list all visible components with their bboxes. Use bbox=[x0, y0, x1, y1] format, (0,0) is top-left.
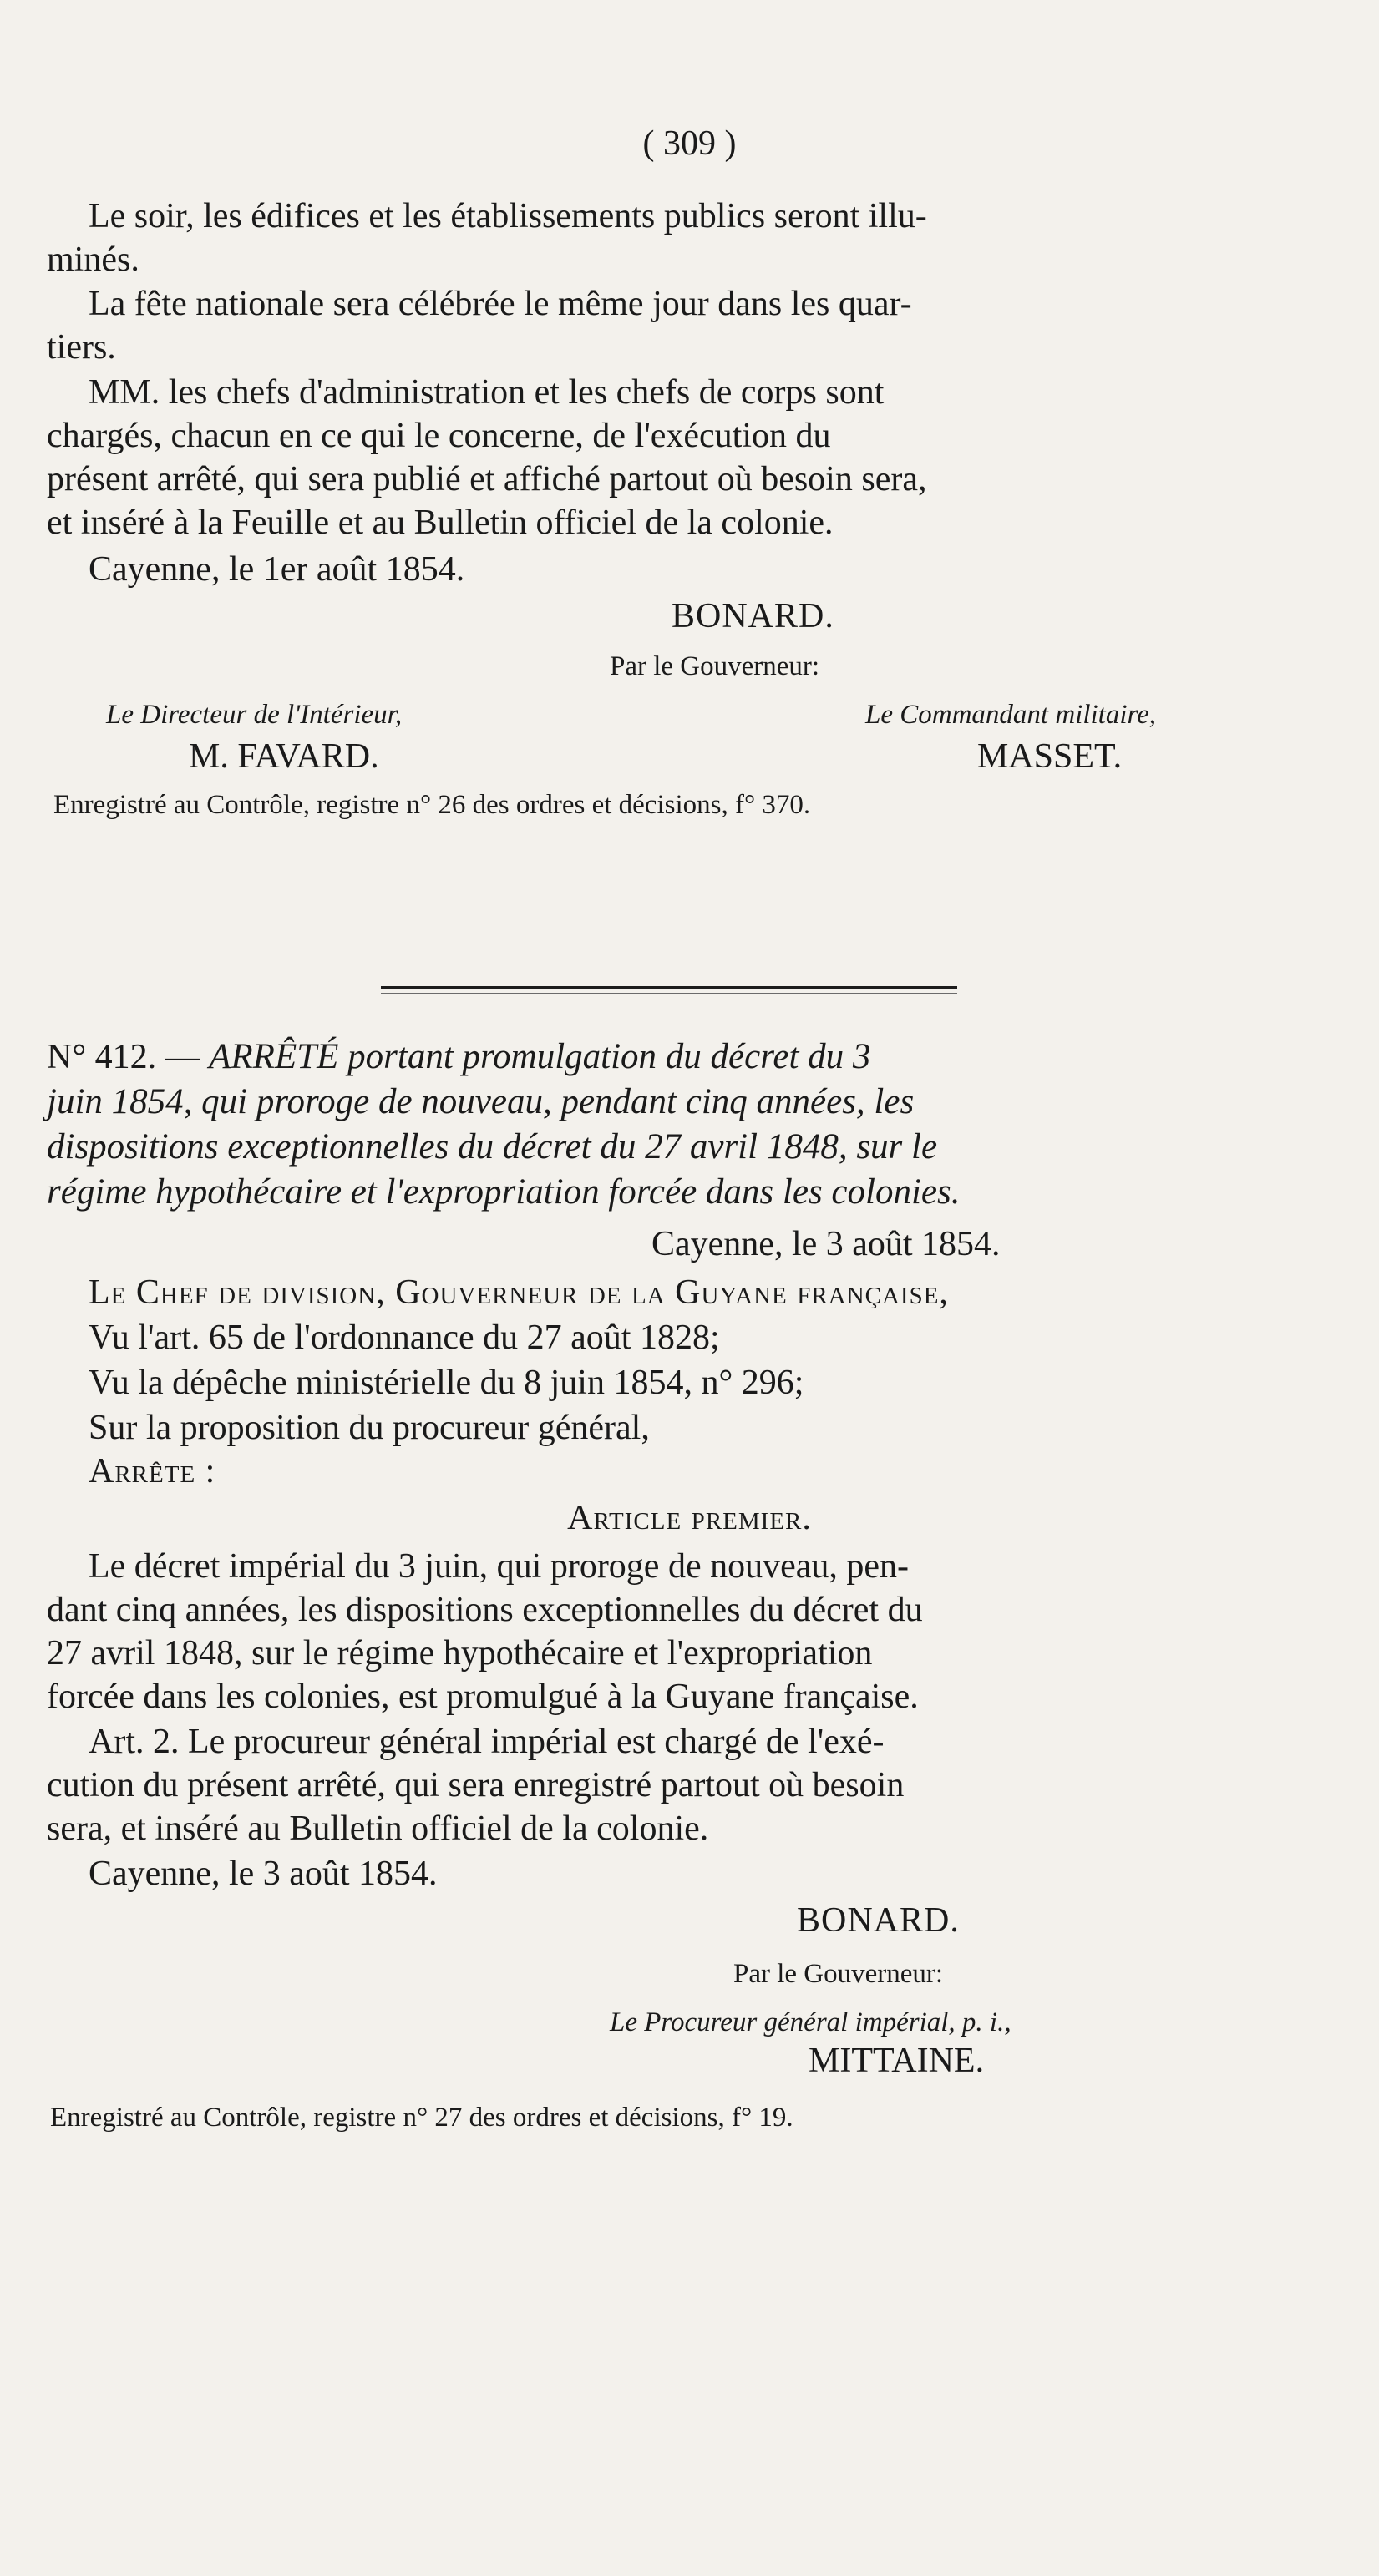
countersign-name: MITTAINE. bbox=[809, 2042, 985, 2080]
decree-heading-line: dispositions exceptionnelles du décret du 27 avril 1848, sur le bbox=[47, 1127, 938, 1167]
decree-heading-title: ARRÊTÉ portant promulgation du décret du 3 bbox=[209, 1037, 871, 1076]
article-heading: Article premier. bbox=[567, 1499, 812, 1537]
article-two-line: Art. 2. Le procureur général impérial est chargé de l'exé- bbox=[89, 1723, 885, 1761]
countersign-name-right: MASSET. bbox=[977, 737, 1123, 776]
considerant-line: Vu la dépêche ministérielle du 8 juin 1854, n° 296; bbox=[89, 1364, 804, 1402]
arrete-label: Arrête : bbox=[89, 1452, 216, 1490]
proposition-line: Sur la proposition du procureur général, bbox=[89, 1409, 650, 1447]
paragraph-illumination-line: Le soir, les édifices et les établissements publics seront illu- bbox=[89, 197, 927, 235]
date-line: Cayenne, le 1er août 1854. bbox=[89, 550, 465, 589]
countersign-name-left: M. FAVARD. bbox=[189, 737, 379, 776]
countersign-title-right: Le Commandant militaire, bbox=[865, 700, 1157, 730]
countersign-title bbox=[610, 2001, 1011, 2044]
decree-heading-line: régime hypothécaire et l'expropriation forcée dans les colonies. bbox=[47, 1172, 961, 1212]
considerant-line: Vu l'art. 65 de l'ordonnance du 27 août 1828; bbox=[89, 1318, 720, 1357]
section-divider bbox=[381, 986, 957, 989]
countersign-title-text: Le Procureur général impérial, p. i., bbox=[610, 2007, 1011, 2037]
dateline: Cayenne, le 3 août 1854. bbox=[651, 1225, 1001, 1263]
paragraph-execution-line: et inséré à la Feuille et au Bulletin officiel de la colonie. bbox=[47, 504, 834, 542]
registry-line: Enregistré au Contrôle, registre n° 27 des ordres et décisions, f° 19. bbox=[50, 2103, 793, 2133]
article-one-line: Le décret impérial du 3 juin, qui proroge de nouveau, pen- bbox=[89, 1547, 909, 1586]
paragraph-fete-line: tiers. bbox=[47, 328, 116, 367]
paragraph-execution-line: chargés, chacun en ce qui le concerne, de l'exécution du bbox=[47, 417, 831, 455]
article-two-line: cution du présent arrêté, qui sera enregistré partout où besoin bbox=[47, 1766, 905, 1804]
signatory-name: BONARD. bbox=[672, 597, 834, 635]
date-line: Cayenne, le 3 août 1854. bbox=[89, 1855, 438, 1893]
par-le-gouverneur: Par le Gouverneur: bbox=[733, 1959, 944, 1989]
article-two-line: sera, et inséré au Bulletin officiel de la colonie. bbox=[47, 1809, 709, 1848]
decree-heading-line bbox=[47, 1035, 870, 1079]
signatory-name: BONARD. bbox=[797, 1901, 960, 1940]
paragraph-execution-line: présent arrêté, qui sera publié et affiché partout où besoin sera, bbox=[47, 460, 927, 498]
decree-number: N° 412. — bbox=[47, 1038, 200, 1076]
par-le-gouverneur: Par le Gouverneur: bbox=[610, 651, 820, 681]
article-one-line: dant cinq années, les dispositions exceptionnelles du décret du bbox=[47, 1591, 923, 1629]
paragraph-illumination-line: minés. bbox=[47, 240, 139, 279]
decree-heading-line: juin 1854, qui proroge de nouveau, pendant cinq années, les bbox=[47, 1082, 915, 1121]
section-divider-hairline bbox=[381, 993, 957, 994]
issuer-line: Le Chef de division, Gouverneur de la Guyane française, bbox=[89, 1273, 949, 1312]
article-one-line: 27 avril 1848, sur le régime hypothécaire et l'expropriation bbox=[47, 1634, 873, 1673]
countersign-title-left: Le Directeur de l'Intérieur, bbox=[106, 700, 403, 730]
paragraph-execution-line: MM. les chefs d'administration et les chefs de corps sont bbox=[89, 373, 885, 412]
paragraph-fete-line: La fête nationale sera célébrée le même jour dans les quar- bbox=[89, 285, 912, 323]
registry-line: Enregistré au Contrôle, registre n° 26 des ordres et décisions, f° 370. bbox=[53, 790, 811, 820]
page-number: ( 309 ) bbox=[642, 124, 737, 163]
article-one-line: forcée dans les colonies, est promulgué à la Guyane française. bbox=[47, 1678, 919, 1716]
